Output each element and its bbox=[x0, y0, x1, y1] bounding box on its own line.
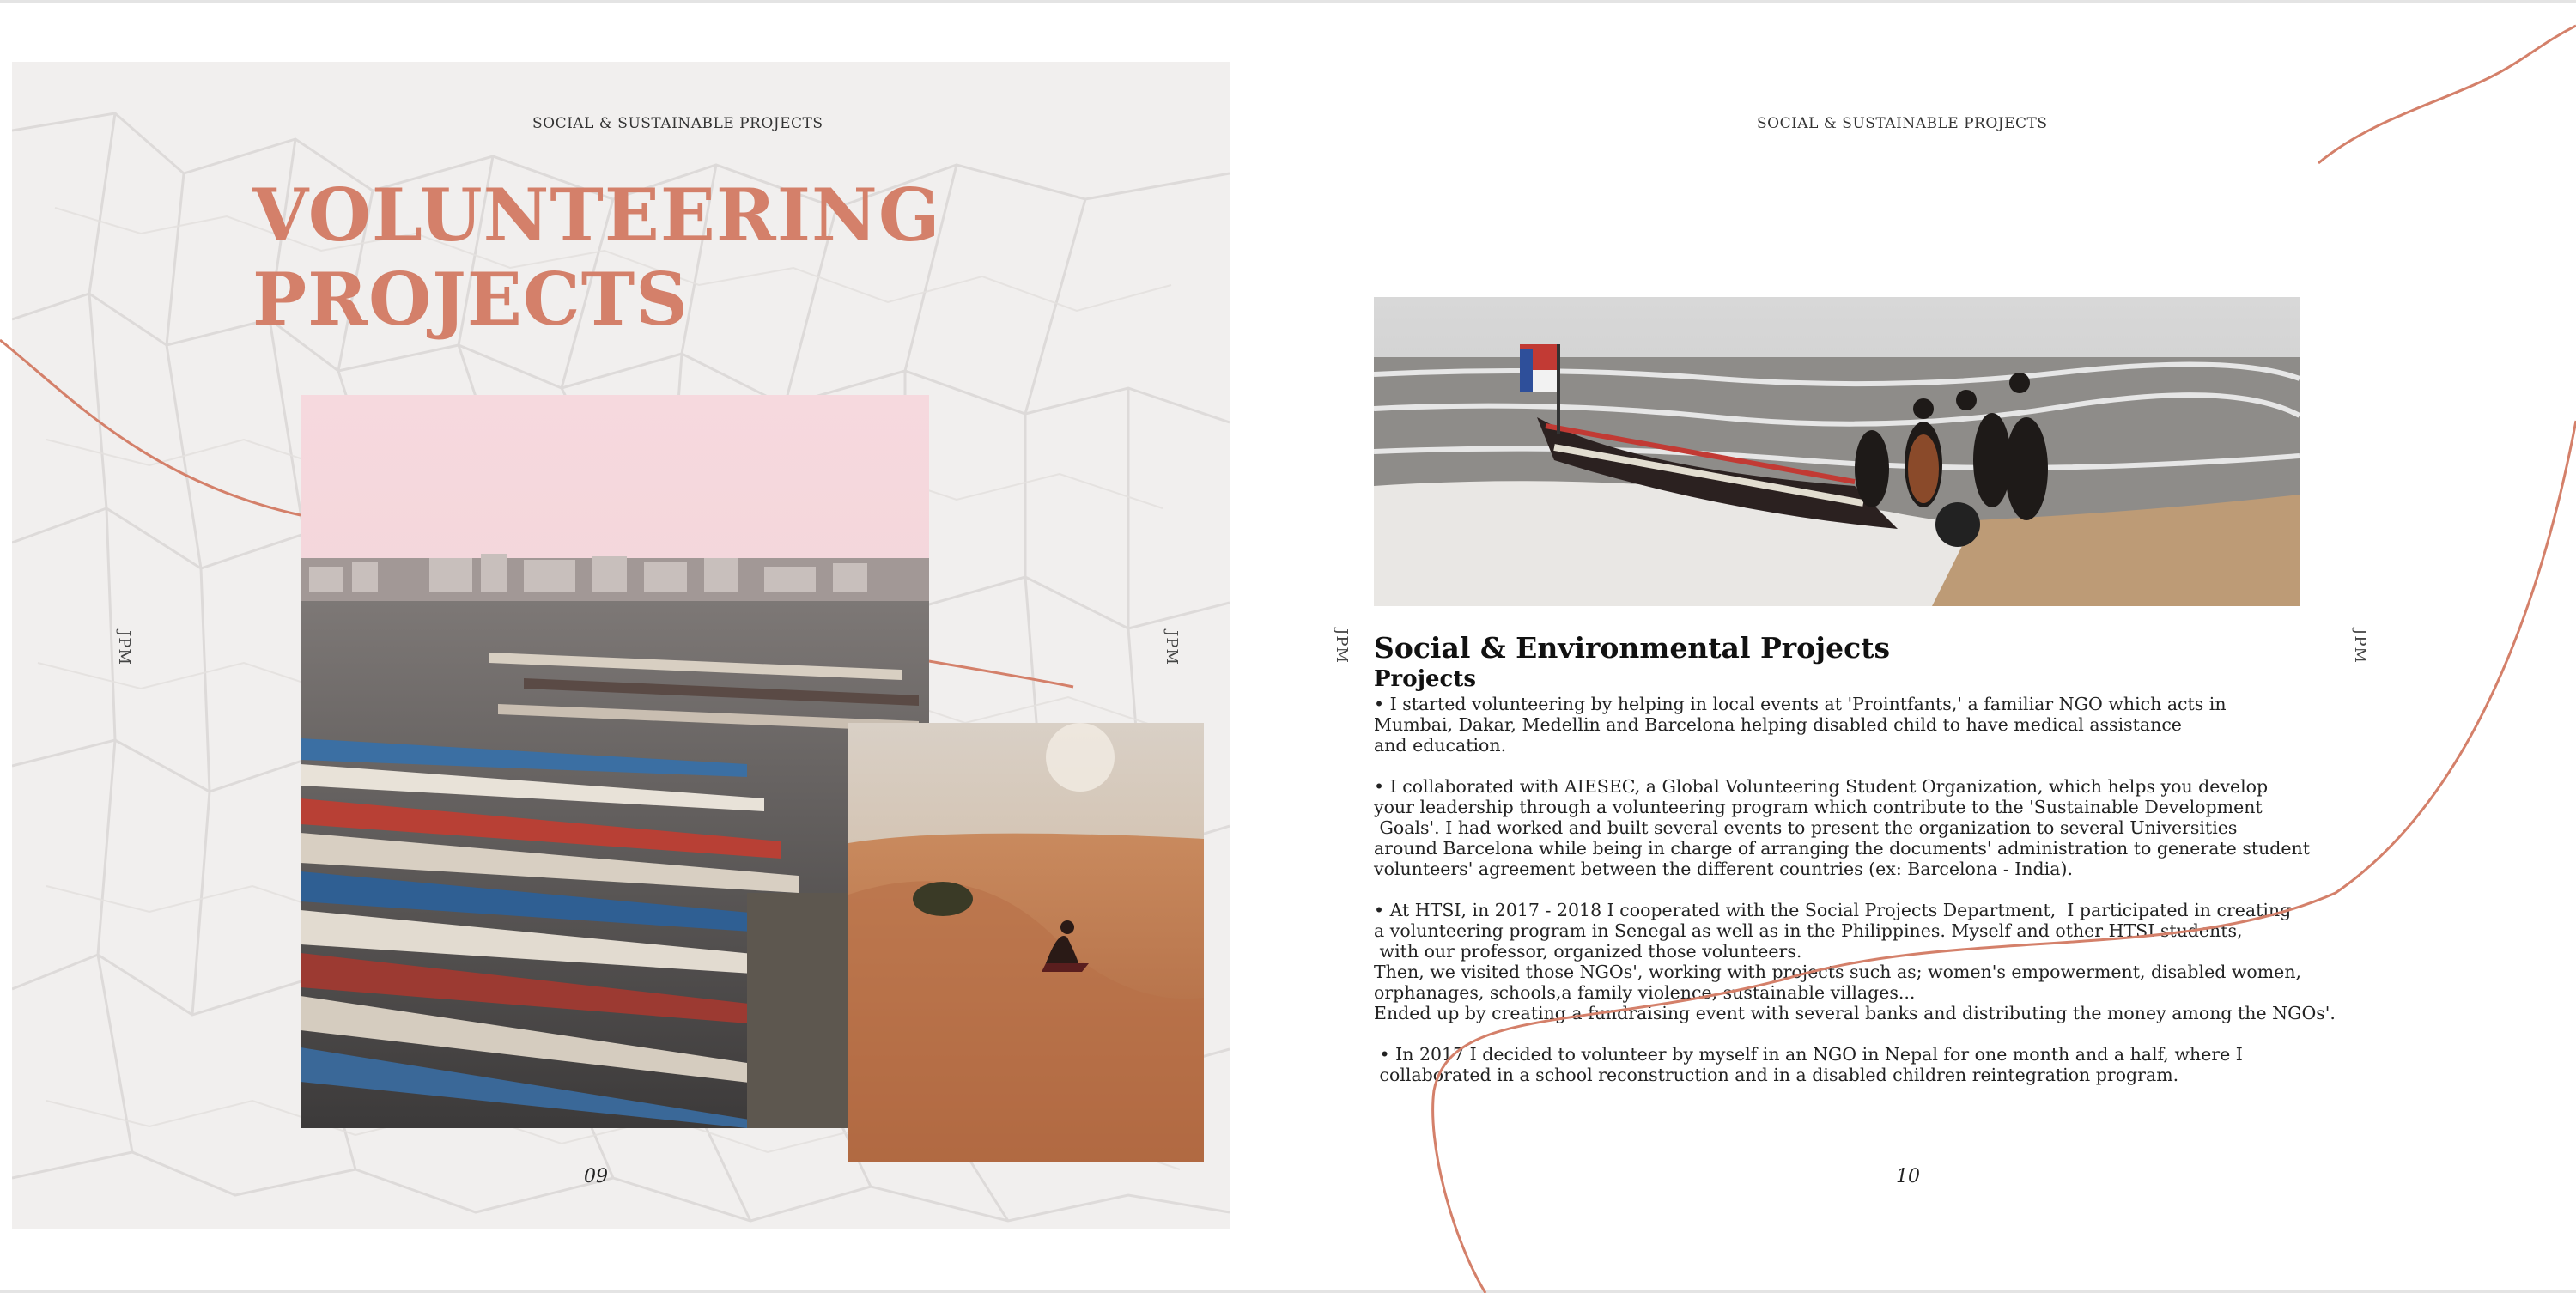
paragraph-line: Ended up by creating a fundraising event with several banks and distributing the money among the NGOs'. bbox=[1374, 1003, 2336, 1023]
top-border bbox=[0, 0, 2576, 3]
subsection-title: Projects bbox=[1374, 666, 1477, 692]
bottom-border bbox=[0, 1290, 2576, 1293]
paragraph-line: Mumbai, Dakar, Medellin and Barcelona helping disabled child to have medical assistance bbox=[1374, 714, 2182, 735]
paragraph-line: collaborated in a school reconstruction and in a disabled children reintegration program. bbox=[1374, 1065, 2179, 1085]
paragraph-line: with our professor, organized those volunteers. bbox=[1374, 941, 1802, 962]
title-line-1: VOLUNTEERING bbox=[252, 173, 941, 258]
paragraph-line: around Barcelona while being in charge of arranging the documents' administration to generate student bbox=[1374, 838, 2310, 859]
right-page-side-label-right: JPM bbox=[2350, 628, 2369, 664]
paragraph-line: your leadership through a volunteering program which contribute to the 'Sustainable Development bbox=[1374, 797, 2263, 817]
paragraph-aiesec bbox=[1374, 776, 2310, 879]
left-side-label: JPM bbox=[114, 630, 133, 665]
paragraph-line: • At HTSI, in 2017 - 2018 I cooperated with the Social Projects Department, I participated in creating bbox=[1374, 900, 2292, 920]
title-line-2: PROJECTS bbox=[252, 257, 689, 342]
beach-boat-photo bbox=[1374, 297, 2300, 606]
paragraph-nepal bbox=[1374, 1044, 2310, 1085]
page-title bbox=[252, 173, 941, 342]
paragraph-line: • I started volunteering by helping in local events at 'Prointfants,' a familiar NGO which acts in bbox=[1374, 694, 2227, 714]
paragraph-line: a volunteering program in Senegal as well as in the Philippines. Myself and other HTSI students, bbox=[1374, 920, 2243, 941]
right-header: SOCIAL & SUSTAINABLE PROJECTS bbox=[1757, 115, 2048, 132]
projects-section bbox=[1374, 630, 2336, 1106]
right-page-side-label-left: JPM bbox=[1332, 628, 1351, 664]
desert-photo bbox=[848, 723, 1204, 1162]
page-number-right: 10 bbox=[1896, 1166, 1920, 1187]
page-number-left: 09 bbox=[584, 1166, 608, 1187]
paragraph-line: Goals'. I had worked and built several events to present the organization to several Universities bbox=[1374, 817, 2238, 838]
paragraph-line: Then, we visited those NGOs', working with projects such as; women's empowerment, disabled women, bbox=[1374, 962, 2302, 982]
paragraph-line: • I collaborated with AIESEC, a Global Volunteering Student Organization, which helps you develop bbox=[1374, 776, 2269, 797]
curve-top-right bbox=[2318, 26, 2576, 163]
paragraph-line: • In 2017 I decided to volunteer by myself in an NGO in Nepal for one month and a half, where I bbox=[1374, 1044, 2243, 1065]
paragraph-line: volunteers' agreement between the different countries (ex: Barcelona - India). bbox=[1374, 859, 2073, 879]
section-title: Social & Environmental Projects bbox=[1374, 631, 1891, 665]
paragraph-line: and education. bbox=[1374, 735, 1507, 756]
paragraph-line: orphanages, schools,a family violence, sustainable villages... bbox=[1374, 982, 1916, 1003]
paragraph-prointfants bbox=[1374, 694, 2310, 756]
paragraph-htsi bbox=[1374, 900, 2336, 1023]
harbor-boats-photo bbox=[301, 395, 929, 1128]
right-side-label: JPM bbox=[1162, 630, 1181, 665]
left-header: SOCIAL & SUSTAINABLE PROJECTS bbox=[532, 115, 823, 132]
